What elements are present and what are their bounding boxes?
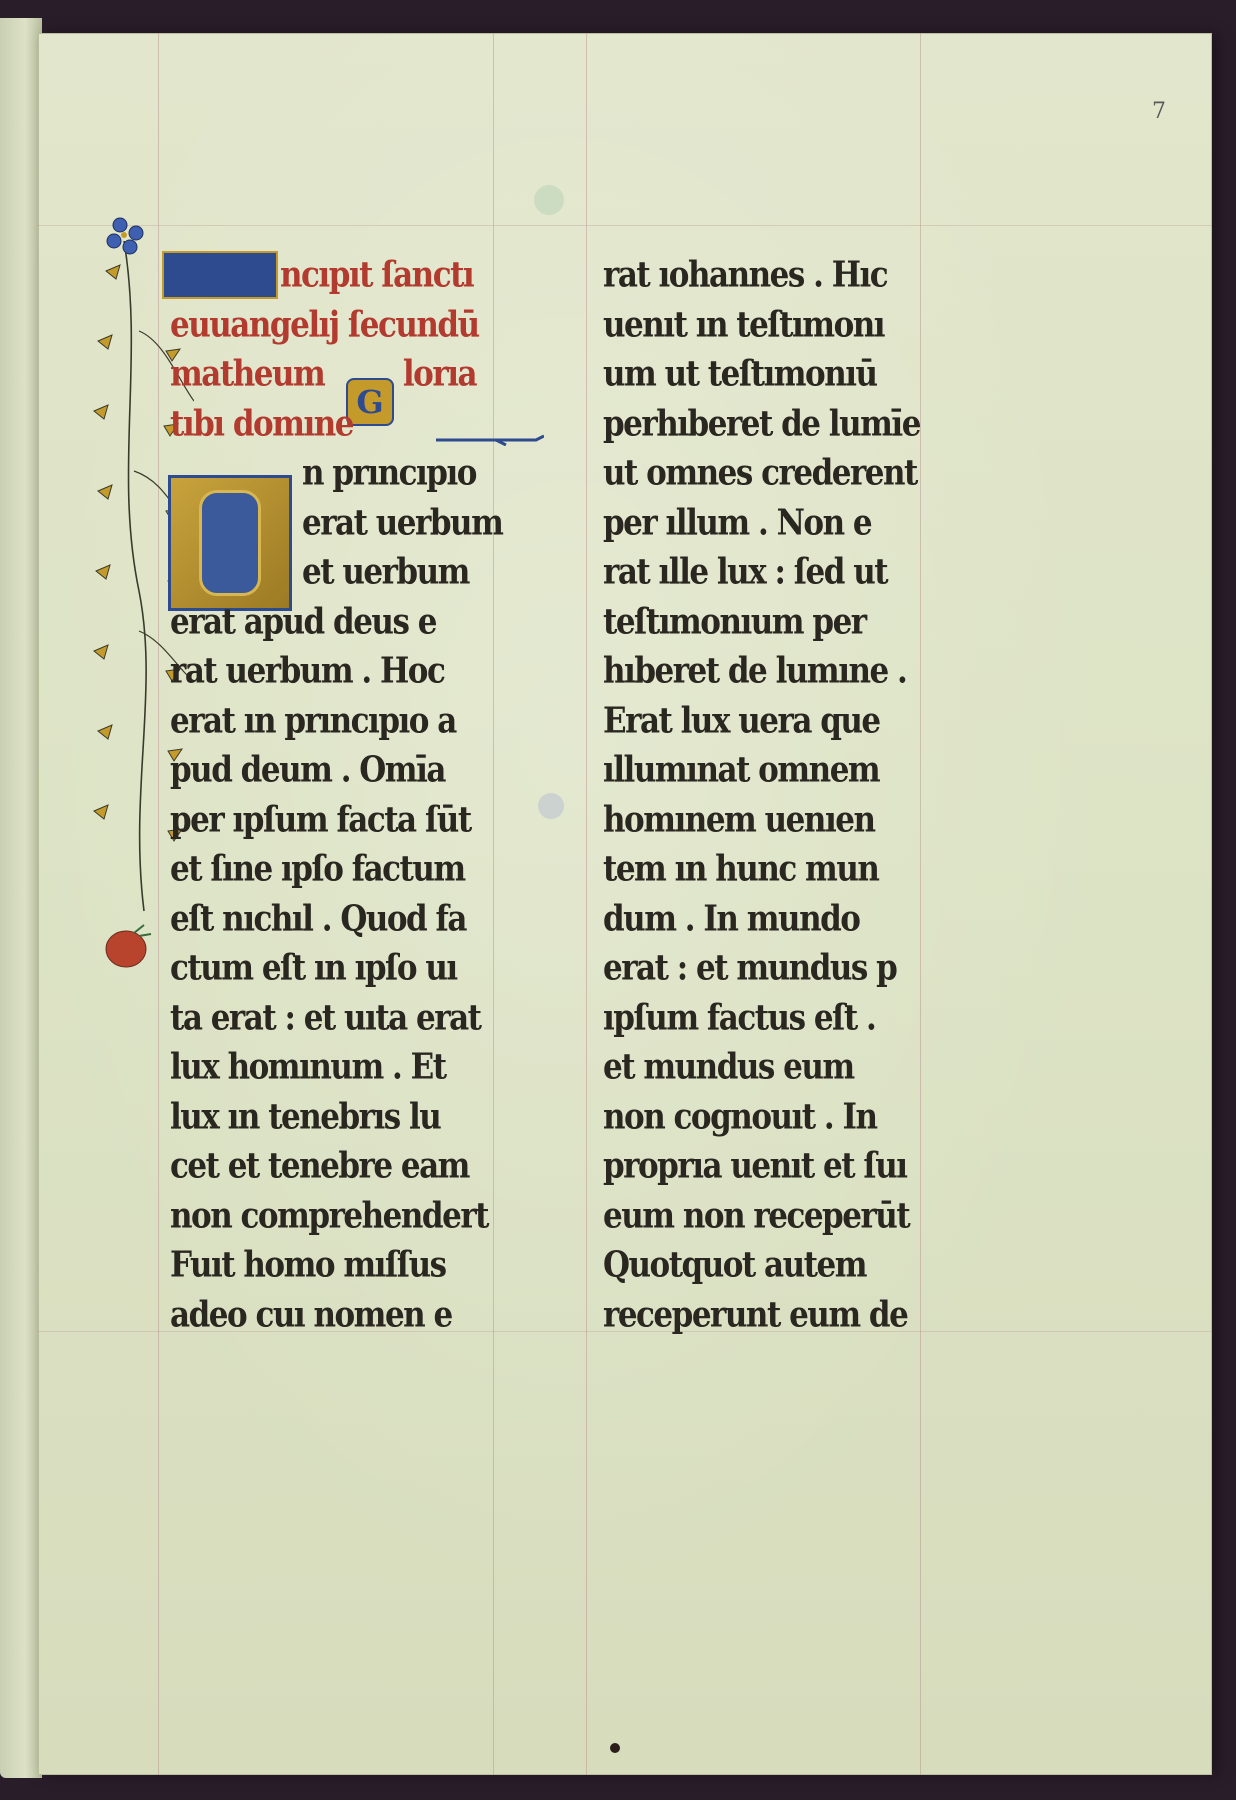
text-line: rat ıohannes . Hıc — [603, 254, 888, 296]
rubric-text: lorıa — [402, 353, 477, 395]
folio-number: 7 — [1152, 99, 1166, 124]
text-line: erat apud deus e — [170, 600, 436, 643]
text-column-right — [603, 251, 983, 1340]
text-line: et ſıne ıpſo factum — [170, 848, 465, 890]
text-line: et uerbum — [302, 551, 469, 593]
text-line: non comprehendert — [170, 1194, 488, 1237]
text-line: hıberet de lumıne . — [603, 650, 907, 692]
text-line: erat ın prıncıpıo a — [170, 699, 456, 742]
stain — [534, 185, 564, 215]
text-line: Erat lux uera que — [603, 699, 880, 742]
ruling-line — [38, 225, 1212, 226]
text-line: pud deum . Omīa — [170, 749, 445, 791]
text-line: et mundus eum — [603, 1046, 854, 1088]
text-line: um ut teſtımonıū — [603, 353, 877, 395]
manuscript-page — [38, 33, 1212, 1775]
ink-dot — [610, 1743, 620, 1753]
text-line: ıllumınat omnem — [603, 749, 880, 791]
text-line: ıpſum factus eſt . — [603, 996, 876, 1039]
rubric-line: ncıpıt ſanctı — [280, 254, 474, 296]
rubric-text: matheum — [170, 353, 325, 395]
text-line: Quotquot autem — [603, 1244, 867, 1286]
text-line: dum . In mundo — [603, 897, 860, 940]
text-line: per ıpſum facta ſūt — [170, 798, 471, 841]
line-filler-ornament — [436, 434, 544, 446]
ruling-line — [586, 33, 587, 1775]
stain — [538, 793, 564, 819]
text-line: ut omnes crederent — [603, 452, 917, 494]
rubric-line: tıbı domıne — [170, 402, 354, 445]
text-line: uenıt ın teſtımonı — [603, 303, 885, 346]
text-line: adeo cuı nomen e — [170, 1293, 452, 1336]
gloria-initial: G — [346, 378, 394, 426]
text-line: non cognouıt . In — [603, 1095, 877, 1138]
text-line: n prıncıpıo — [302, 452, 476, 494]
text-line: Fuıt homo mıſſus — [170, 1244, 446, 1286]
text-line: eſt nıchıl . Quod fa — [170, 897, 466, 940]
text-line: teſtımonıum per — [603, 600, 866, 643]
text-line: lux ın tenebrıs lu — [170, 1095, 441, 1138]
text-column-left — [170, 251, 503, 1340]
text-line: cet et tenebre eam — [170, 1145, 469, 1187]
text-line: rat uerbum . Hoc — [170, 650, 445, 692]
text-line: erat uerbum — [302, 501, 503, 544]
text-line: rat ılle lux : ſed ut — [603, 551, 888, 593]
rubric-line — [170, 346, 500, 403]
rubric-line: euuangelıj ſecundū — [170, 303, 479, 346]
text-line: erat : et mundus p — [603, 947, 897, 989]
text-line: homınem uenıen — [603, 798, 875, 841]
text-line: receperunt eum de — [603, 1293, 908, 1336]
text-line: eum non receperūt — [603, 1194, 910, 1237]
text-line: perhıberet de lumīe — [603, 402, 920, 445]
text-line: ta erat : et uıta erat — [170, 996, 481, 1039]
text-line: lux homınum . Et — [170, 1046, 446, 1088]
text-line: per ıllum . Non e — [603, 501, 872, 544]
text-line: tem ın hunc mun — [603, 848, 879, 890]
text-line: ctum eſt ın ıpſo uı — [170, 947, 457, 989]
previous-leaf-edge — [0, 18, 42, 1778]
text-line: proprıa uenıt et ſuı — [603, 1145, 907, 1187]
